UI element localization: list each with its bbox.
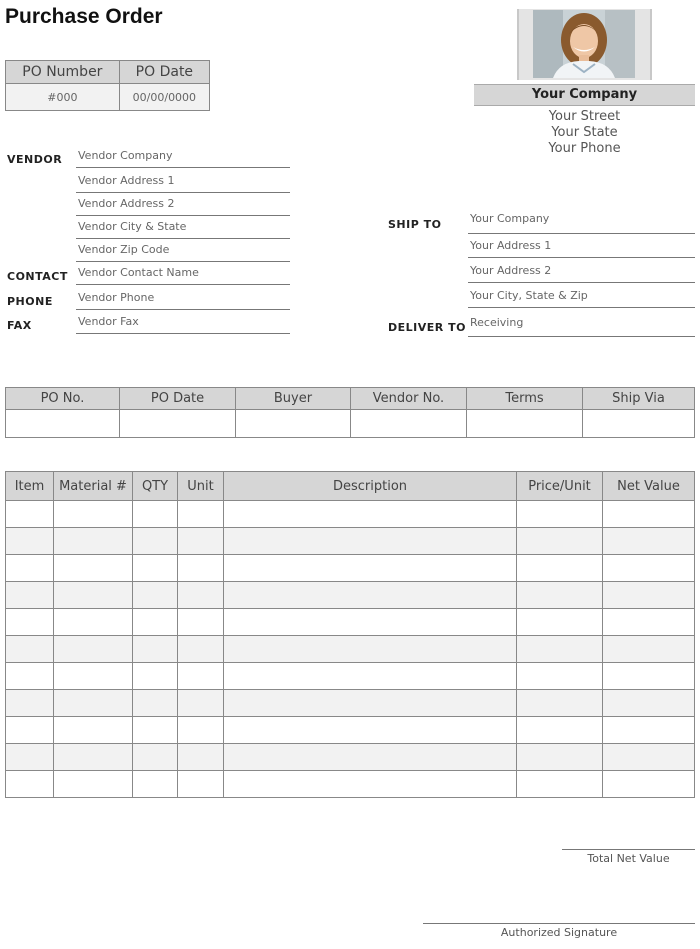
po-number-header: PO Number bbox=[6, 61, 120, 84]
table-cell[interactable] bbox=[54, 582, 133, 609]
table-row bbox=[6, 528, 695, 555]
table-cell[interactable] bbox=[603, 636, 695, 663]
ship-via-header: Ship Via bbox=[583, 388, 695, 410]
table-cell[interactable] bbox=[603, 528, 695, 555]
vendor-address2-field[interactable]: Vendor Address 2 bbox=[76, 196, 290, 216]
table-row bbox=[6, 717, 695, 744]
table-cell[interactable] bbox=[517, 609, 603, 636]
table-cell[interactable] bbox=[517, 528, 603, 555]
table-cell[interactable] bbox=[178, 744, 224, 771]
table-cell[interactable] bbox=[224, 663, 517, 690]
po-date-cell[interactable] bbox=[120, 410, 236, 438]
terms-header: Terms bbox=[467, 388, 583, 410]
table-cell[interactable] bbox=[6, 663, 54, 690]
company-state: Your State bbox=[551, 125, 618, 140]
table-cell[interactable] bbox=[603, 555, 695, 582]
table-cell[interactable] bbox=[224, 744, 517, 771]
table-cell[interactable] bbox=[178, 636, 224, 663]
table-cell[interactable] bbox=[6, 690, 54, 717]
unit-header: Unit bbox=[178, 472, 224, 501]
table-row bbox=[6, 663, 695, 690]
ship-company-field[interactable]: Your Company bbox=[468, 211, 695, 234]
table-cell[interactable] bbox=[517, 582, 603, 609]
table-cell[interactable] bbox=[178, 582, 224, 609]
fax-label: FAX bbox=[7, 319, 32, 332]
buyer-cell[interactable] bbox=[236, 410, 351, 438]
table-cell[interactable] bbox=[6, 744, 54, 771]
table-cell[interactable] bbox=[133, 771, 178, 798]
po-number-date-table bbox=[5, 60, 210, 111]
table-cell[interactable] bbox=[517, 771, 603, 798]
table-cell[interactable] bbox=[178, 501, 224, 528]
table-cell[interactable] bbox=[224, 501, 517, 528]
table-cell[interactable] bbox=[603, 501, 695, 528]
table-cell[interactable] bbox=[178, 690, 224, 717]
table-cell[interactable] bbox=[603, 609, 695, 636]
po-date-value[interactable]: 00/00/0000 bbox=[119, 84, 209, 111]
description-header: Description bbox=[224, 472, 517, 501]
table-cell[interactable] bbox=[54, 609, 133, 636]
ship-city-state-zip-field[interactable]: Your City, State & Zip bbox=[468, 288, 695, 308]
material-header: Material # bbox=[54, 472, 133, 501]
table-cell[interactable] bbox=[6, 717, 54, 744]
terms-cell[interactable] bbox=[467, 410, 583, 438]
table-cell[interactable] bbox=[133, 690, 178, 717]
table-row bbox=[6, 690, 695, 717]
table-cell[interactable] bbox=[517, 501, 603, 528]
table-cell[interactable] bbox=[603, 663, 695, 690]
vendor-phone-field[interactable]: Vendor Phone bbox=[76, 290, 290, 310]
table-cell[interactable] bbox=[54, 771, 133, 798]
table-cell[interactable] bbox=[6, 501, 54, 528]
table-cell[interactable] bbox=[6, 609, 54, 636]
table-cell[interactable] bbox=[517, 744, 603, 771]
po-no-header: PO No. bbox=[6, 388, 120, 410]
table-cell[interactable] bbox=[178, 609, 224, 636]
table-cell[interactable] bbox=[224, 528, 517, 555]
table-cell[interactable] bbox=[133, 717, 178, 744]
table-cell[interactable] bbox=[6, 771, 54, 798]
table-cell[interactable] bbox=[54, 528, 133, 555]
price-unit-header: Price/Unit bbox=[517, 472, 603, 501]
table-cell[interactable] bbox=[224, 636, 517, 663]
table-cell[interactable] bbox=[54, 690, 133, 717]
table-cell[interactable] bbox=[224, 690, 517, 717]
table-cell[interactable] bbox=[54, 744, 133, 771]
table-row bbox=[6, 771, 695, 798]
po-date-header: PO Date bbox=[119, 61, 209, 84]
table-cell[interactable] bbox=[54, 663, 133, 690]
net-value-header: Net Value bbox=[603, 472, 695, 501]
vendor-city-state-field[interactable]: Vendor City & State bbox=[76, 219, 290, 239]
table-cell[interactable] bbox=[178, 555, 224, 582]
table-cell[interactable] bbox=[133, 609, 178, 636]
table-cell[interactable] bbox=[603, 744, 695, 771]
vendor-fax-field[interactable]: Vendor Fax bbox=[76, 314, 290, 334]
table-row bbox=[6, 744, 695, 771]
table-cell[interactable] bbox=[6, 582, 54, 609]
item-header: Item bbox=[6, 472, 54, 501]
vendor-company-field[interactable]: Vendor Company bbox=[76, 148, 290, 168]
ship-to-label: SHIP TO bbox=[388, 218, 442, 231]
authorized-signature-label: Authorized Signature bbox=[423, 923, 695, 939]
table-cell[interactable] bbox=[133, 528, 178, 555]
vendor-address1-field[interactable]: Vendor Address 1 bbox=[76, 173, 290, 193]
table-cell[interactable] bbox=[54, 636, 133, 663]
table-cell[interactable] bbox=[603, 690, 695, 717]
vendor-label: VENDOR bbox=[7, 153, 63, 166]
table-row bbox=[6, 501, 695, 528]
table-row bbox=[6, 582, 695, 609]
table-cell[interactable] bbox=[517, 555, 603, 582]
table-cell[interactable] bbox=[133, 582, 178, 609]
company-photo bbox=[533, 10, 635, 78]
ship-address2-field[interactable]: Your Address 2 bbox=[468, 263, 695, 283]
company-street: Your Street bbox=[548, 109, 621, 124]
table-cell[interactable] bbox=[224, 582, 517, 609]
table-cell[interactable] bbox=[133, 663, 178, 690]
vendor-zip-field[interactable]: Vendor Zip Code bbox=[76, 242, 290, 262]
table-cell[interactable] bbox=[603, 582, 695, 609]
table-cell[interactable] bbox=[133, 636, 178, 663]
order-info-table bbox=[5, 387, 695, 438]
table-cell[interactable] bbox=[178, 771, 224, 798]
table-row bbox=[6, 636, 695, 663]
vendor-no-header: Vendor No. bbox=[351, 388, 467, 410]
table-row bbox=[6, 555, 695, 582]
deliver-to-field[interactable]: Receiving bbox=[468, 315, 695, 337]
po-no-cell[interactable] bbox=[6, 410, 120, 438]
company-name: Your Company bbox=[474, 84, 695, 106]
table-cell[interactable] bbox=[517, 690, 603, 717]
line-items-table bbox=[5, 471, 695, 798]
table-cell[interactable] bbox=[178, 528, 224, 555]
table-cell[interactable] bbox=[517, 663, 603, 690]
qty-header: QTY bbox=[133, 472, 178, 501]
table-row bbox=[6, 609, 695, 636]
table-cell[interactable] bbox=[133, 744, 178, 771]
vendor-no-cell[interactable] bbox=[351, 410, 467, 438]
table-cell[interactable] bbox=[54, 501, 133, 528]
contact-label: CONTACT bbox=[7, 270, 68, 283]
table-cell[interactable] bbox=[603, 771, 695, 798]
table-cell[interactable] bbox=[178, 717, 224, 744]
phone-label: PHONE bbox=[7, 295, 53, 308]
total-net-value-label: Total Net Value bbox=[562, 849, 695, 865]
buyer-header: Buyer bbox=[236, 388, 351, 410]
table-cell[interactable] bbox=[517, 717, 603, 744]
table-cell[interactable] bbox=[224, 609, 517, 636]
deliver-to-label: DELIVER TO bbox=[388, 321, 466, 334]
company-phone: Your Phone bbox=[548, 141, 621, 156]
table-cell[interactable] bbox=[603, 717, 695, 744]
table-cell[interactable] bbox=[54, 717, 133, 744]
table-cell[interactable] bbox=[6, 528, 54, 555]
table-cell[interactable] bbox=[54, 555, 133, 582]
table-cell[interactable] bbox=[224, 717, 517, 744]
table-cell[interactable] bbox=[133, 555, 178, 582]
table-cell[interactable] bbox=[6, 636, 54, 663]
po-number-value[interactable]: #000 bbox=[6, 84, 120, 111]
ship-via-cell[interactable] bbox=[583, 410, 695, 438]
table-cell[interactable] bbox=[224, 555, 517, 582]
table-cell[interactable] bbox=[517, 636, 603, 663]
ship-address1-field[interactable]: Your Address 1 bbox=[468, 238, 695, 258]
table-cell[interactable] bbox=[178, 663, 224, 690]
table-cell[interactable] bbox=[224, 771, 517, 798]
po-date-col-header: PO Date bbox=[120, 388, 236, 410]
table-cell[interactable] bbox=[6, 555, 54, 582]
table-cell[interactable] bbox=[133, 501, 178, 528]
vendor-contact-field[interactable]: Vendor Contact Name bbox=[76, 265, 290, 285]
page-title: Purchase Order bbox=[5, 5, 163, 28]
